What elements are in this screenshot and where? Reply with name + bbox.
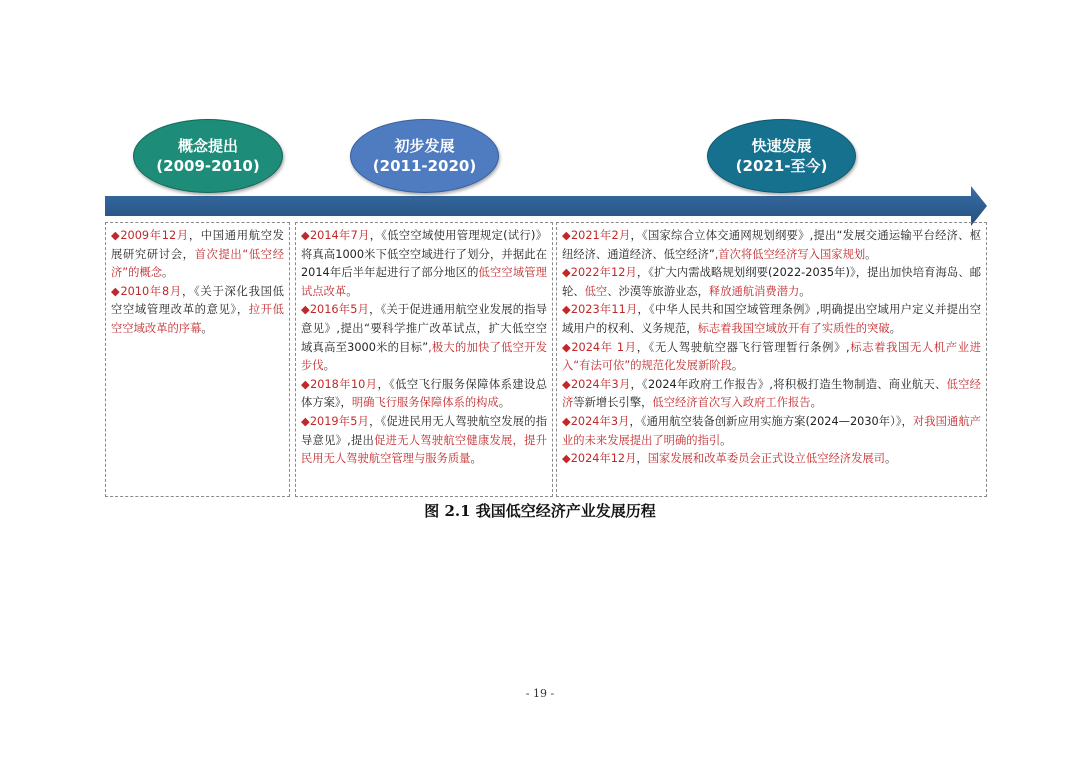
- entry-highlight: 对我国通航产业的未来发展提出了明确的指引: [562, 414, 981, 447]
- timeline-entry: [562, 264, 981, 301]
- stage-initial-box: [295, 222, 553, 497]
- diamond-bullet-icon: ◆: [301, 414, 310, 428]
- entry-text: 。: [865, 247, 877, 261]
- timeline-entry: [562, 376, 981, 413]
- diamond-bullet-icon: ◆: [562, 452, 571, 466]
- figure-caption: 图 2.1 我国低空经济产业发展历程: [424, 502, 656, 520]
- entry-text: 。: [498, 396, 511, 410]
- entry-highlight: 低空: [584, 284, 608, 298]
- entry-date: 2024年3月: [570, 377, 631, 391]
- timeline-entry: [562, 227, 981, 264]
- entry-text: ，《无人驾驶航空器飞行管理暂行条例》,: [636, 340, 850, 354]
- entry-date: 2014年7月: [309, 229, 370, 242]
- entry-text: 。: [720, 433, 732, 447]
- entry-text: 。: [201, 321, 213, 335]
- diamond-bullet-icon: ◆: [562, 266, 571, 280]
- stage-title: 初步发展: [394, 137, 455, 155]
- diamond-bullet-icon: ◆: [562, 377, 571, 391]
- entry-date: 2016年5月: [309, 303, 370, 317]
- entry-text: ，: [636, 452, 648, 466]
- entry-text: 。: [884, 452, 897, 466]
- stage-concept-ellipse: [133, 119, 283, 193]
- page-number: - 19 -: [525, 687, 555, 700]
- entry-highlight: 国家发展和改革委员会正式设立低空经济发展司: [647, 452, 885, 466]
- diamond-bullet-icon: ◆: [301, 377, 311, 391]
- entry-text: 等新增长引擎，: [573, 396, 653, 410]
- timeline-entry: [111, 283, 284, 339]
- entry-date: 2023年11月: [570, 303, 638, 317]
- diamond-bullet-icon: ◆: [562, 303, 571, 317]
- entry-date: 2021年2月: [570, 229, 631, 242]
- entry-highlight: 低空经济: [562, 377, 981, 410]
- entry-text: ，中国通用航空发展研究研讨会，: [111, 229, 284, 261]
- entry-text: 。: [346, 284, 358, 298]
- entry-date: 2019年5月: [309, 414, 370, 428]
- entry-highlight: ,极大的加快了低空开发步伐: [301, 340, 547, 373]
- entry-highlight: 拉开低空空域改革的序幕: [111, 303, 284, 335]
- entry-date: 2018年10月: [310, 377, 378, 391]
- timeline-entry: [562, 413, 981, 450]
- entry-highlight: 促进无人驾驶航空健康发展，提升民用无人驾驶航空管理与服务质量: [301, 433, 547, 466]
- stage-rapid-ellipse: [707, 119, 856, 193]
- entry-text: ，《低空飞行服务保障体系建设总体方案》，: [301, 377, 547, 410]
- diamond-bullet-icon: ◆: [562, 414, 571, 428]
- entry-text: ，《关于深化我国低空空域管理改革的意见》，: [111, 284, 284, 317]
- entry-text: ，《2024年政府工作报告》,将积极打造生物制造、商业航天、: [630, 377, 947, 391]
- timeline-entry: [111, 227, 284, 283]
- diamond-bullet-icon: ◆: [111, 284, 121, 298]
- entry-highlight: ,首次将低空经济写入国家规划: [714, 247, 866, 261]
- entry-highlight: 低空空域管理试点改革: [301, 266, 547, 298]
- stage-initial-ellipse: [350, 119, 499, 193]
- entry-text: 、沙漠等旅游业态，: [607, 284, 709, 298]
- entry-text: ，《中华人民共和国空域管理条例》,明确提出空域用户定义并提出空域用户的权利、义务规范，: [562, 303, 981, 335]
- stage-period: (2021-至今): [735, 157, 828, 175]
- entry-date: 2010年8月: [120, 284, 182, 298]
- stage-period: (2011-2020): [372, 157, 477, 175]
- entry-text: 。: [810, 396, 822, 410]
- entry-text: ，《促进民用无人驾驶航空发展的指导意见》,提出: [301, 414, 547, 447]
- entry-text: ，《国家综合立体交通网规划纲要》,提出“发展交通运输平台经济、枢纽经济、通道经济、低空经济”: [562, 229, 982, 261]
- entry-text: ，《低空空域使用管理规定(试行)》将真高1000米下低空空域进行了划分，并据此在2014年后半年起进行了部分地区的: [301, 229, 547, 280]
- stage-title: 快速发展: [751, 137, 812, 155]
- stage-title: 概念提出: [177, 137, 238, 155]
- entry-text: ，《通用航空装备创新应用实施方案(2024—2030年）》，: [629, 414, 913, 428]
- entry-date: 2024年3月: [570, 414, 630, 428]
- timeline-entry: [301, 301, 547, 375]
- entry-text: ，《关于促进通用航空业发展的指导意见》,提出“要科学推广改革试点，扩大低空空域真高至3000米的目标”: [301, 303, 547, 354]
- timeline-entry: [562, 450, 981, 469]
- entry-text: 。: [889, 321, 901, 335]
- diamond-bullet-icon: ◆: [562, 229, 571, 242]
- timeline-entry: [301, 227, 547, 301]
- diamond-bullet-icon: ◆: [301, 303, 310, 317]
- entry-date: 2009年12月: [120, 229, 189, 242]
- entry-highlight: 标志着我国空域放开有了实质性的突破: [697, 321, 890, 335]
- diamond-bullet-icon: ◆: [301, 229, 310, 242]
- timeline-entry: [562, 339, 981, 376]
- entry-text: 。: [731, 359, 744, 373]
- diamond-bullet-icon: ◆: [562, 340, 572, 354]
- entry-date: 2024年12月: [570, 452, 637, 466]
- entry-highlight: 低空经济首次写入政府工作报告: [652, 396, 811, 410]
- entry-text: 。: [323, 359, 335, 373]
- entry-date: 2024年 1月: [571, 340, 637, 354]
- diamond-bullet-icon: ◆: [111, 229, 121, 242]
- entry-text: ，《扩大内需战略规划纲要(2022-2035年)》，提出加快培育海岛、邮轮、: [562, 266, 982, 298]
- timeline-arrow-shape: [105, 186, 987, 226]
- timeline-entry: [301, 413, 547, 469]
- entry-highlight: 首次提出“低空经济”的概念: [111, 247, 284, 280]
- entry-highlight: 释放通航消费潜力: [708, 284, 800, 298]
- entry-highlight: 明确飞行服务保障体系的构成: [351, 396, 499, 410]
- entry-highlight: 标志着我国无人机产业进入“有法可依”的规范化发展新阶段: [562, 340, 981, 373]
- entry-text: 。: [162, 266, 174, 280]
- timeline-entry: [562, 301, 981, 338]
- entry-date: 2022年12月: [570, 266, 637, 280]
- timeline-entry: [301, 376, 547, 413]
- entry-text: 。: [470, 452, 482, 466]
- stage-rapid-box: [556, 222, 987, 497]
- entry-text: 。: [799, 284, 811, 298]
- stage-period: (2009-2010): [156, 157, 260, 175]
- stage-concept-box: [105, 222, 290, 497]
